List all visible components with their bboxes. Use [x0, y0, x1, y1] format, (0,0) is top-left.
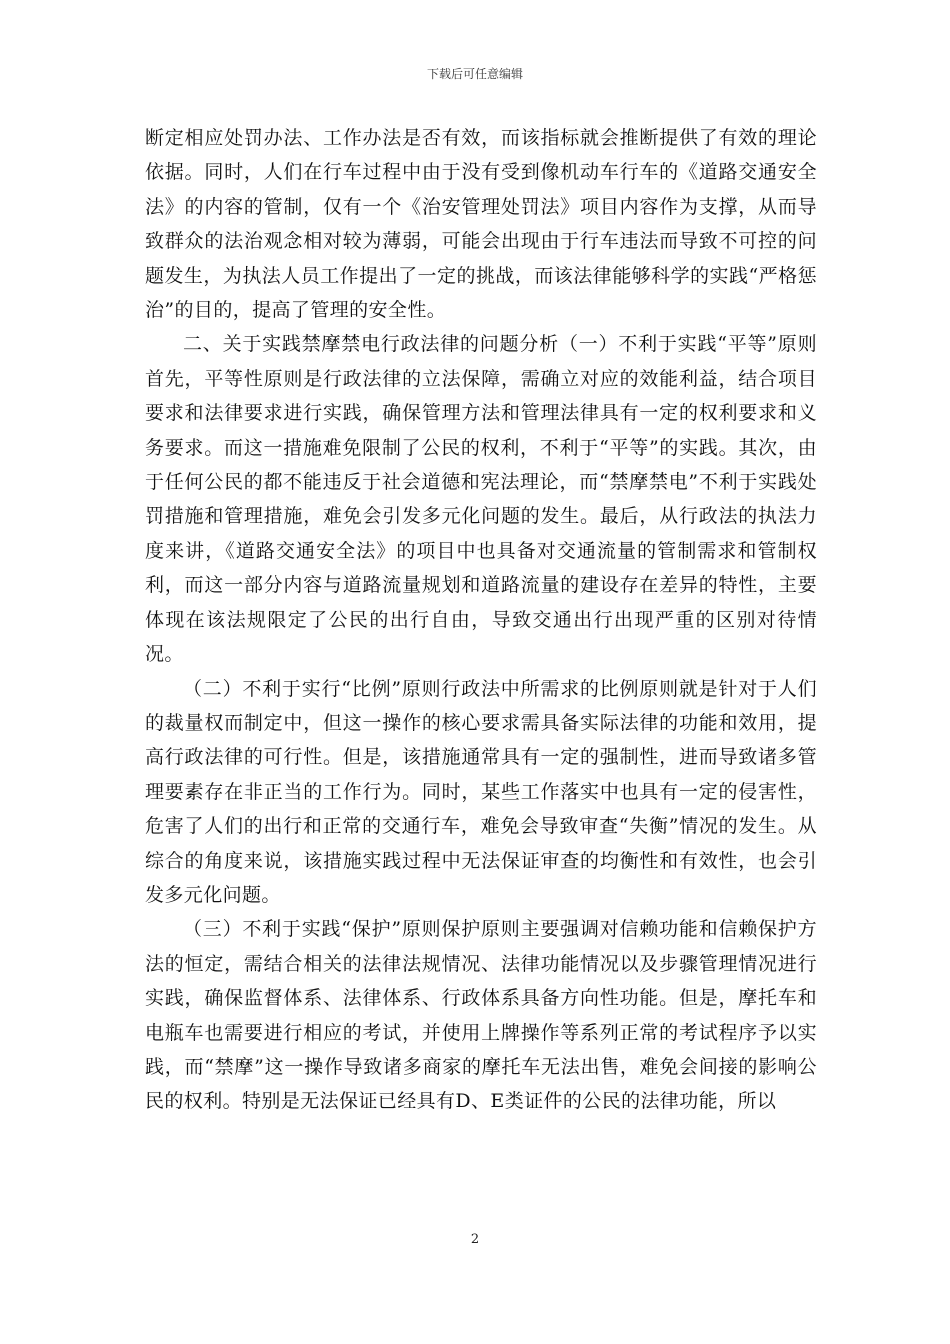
document-body [145, 121, 817, 1119]
page-number: 2 [470, 1232, 480, 1247]
page-header: 下载后可任意编辑 [426, 67, 523, 81]
paragraph-4: （三）不利于实践“保护”原则保护原则主要强调对信赖功能和信赖保护方法的恒定，需结合相关的法律法规情况、法律功能情况以及步骤管理情况进行实践，确保监督体系、法律体系、行政体系具备方向性功能。但是，摩托车和电瓶车也需要进行相应的考试，并使用上牌操作等系列正常的考试程序予以实践，而“禁摩”这一操作导致诸多商家的摩托车无法出售，难免会间接的影响公民的权利。特别是无法保证已经具有D、E类证件的公民的法律功能，所以 [145, 918, 817, 1113]
paragraph-3: （二）不利于实行“比例”原则行政法中所需求的比例原则就是针对于人们的裁量权而制定中，但这一操作的核心要求需具备实际法律的功能和效用，提高行政法律的可行性。但是，该措施通常具有一定的强制性，进而导致诸多管理要素存在非正当的工作行为。同时，某些工作落实中也具有一定的侵害性，危害了人们的出行和正常的交通行车，难免会导致审查“失衡”情况的发生。从综合的角度来说，该措施实践过程中无法保证审查的均衡性和有效性，也会引发多元化问题。 [145, 677, 817, 906]
paragraph-2: 二、关于实践禁摩禁电行政法律的问题分析（一）不利于实践“平等”原则首先，平等性原则是行政法律的立法保障，需确立对应的效能利益，结合项目要求和法律要求进行实践，确保管理方法和管理法律具有一定的权利要求和义务要求。而这一措施难免限制了公民的权利，不利于“平等”的实践。其次，由于任何公民的都不能违反于社会道德和宪法理论，而“禁摩禁电”不利于实践处罚措施和管理措施，难免会引发多元化问题的发生。最后，从行政法的执法力度来讲，《道路交通安全法》的项目中也具备对交通流量的管制需求和管制权利，而这一部分内容与道路流量规划和道路流量的建设存在差异的特性，主要体现在该法规限定了公民的出行自由，导致交通出行出现严重的区别对待情况。 [145, 333, 817, 666]
paragraph-1: 断定相应处罚办法、工作办法是否有效，而该指标就会推断提供了有效的理论依据。同时，人们在行车过程中由于没有受到像机动车行车的《道路交通安全法》的内容的管制，仅有一个《治安管理处罚法》项目内容作为支撑，从而导致群众的法治观念相对较为薄弱，可能会出现由于行车违法而导致不可控的问题发生，为执法人员工作提出了一定的挑战，而该法律能够科学的实践“严格惩治”的目的，提高了管理的安全性。 [145, 127, 817, 322]
